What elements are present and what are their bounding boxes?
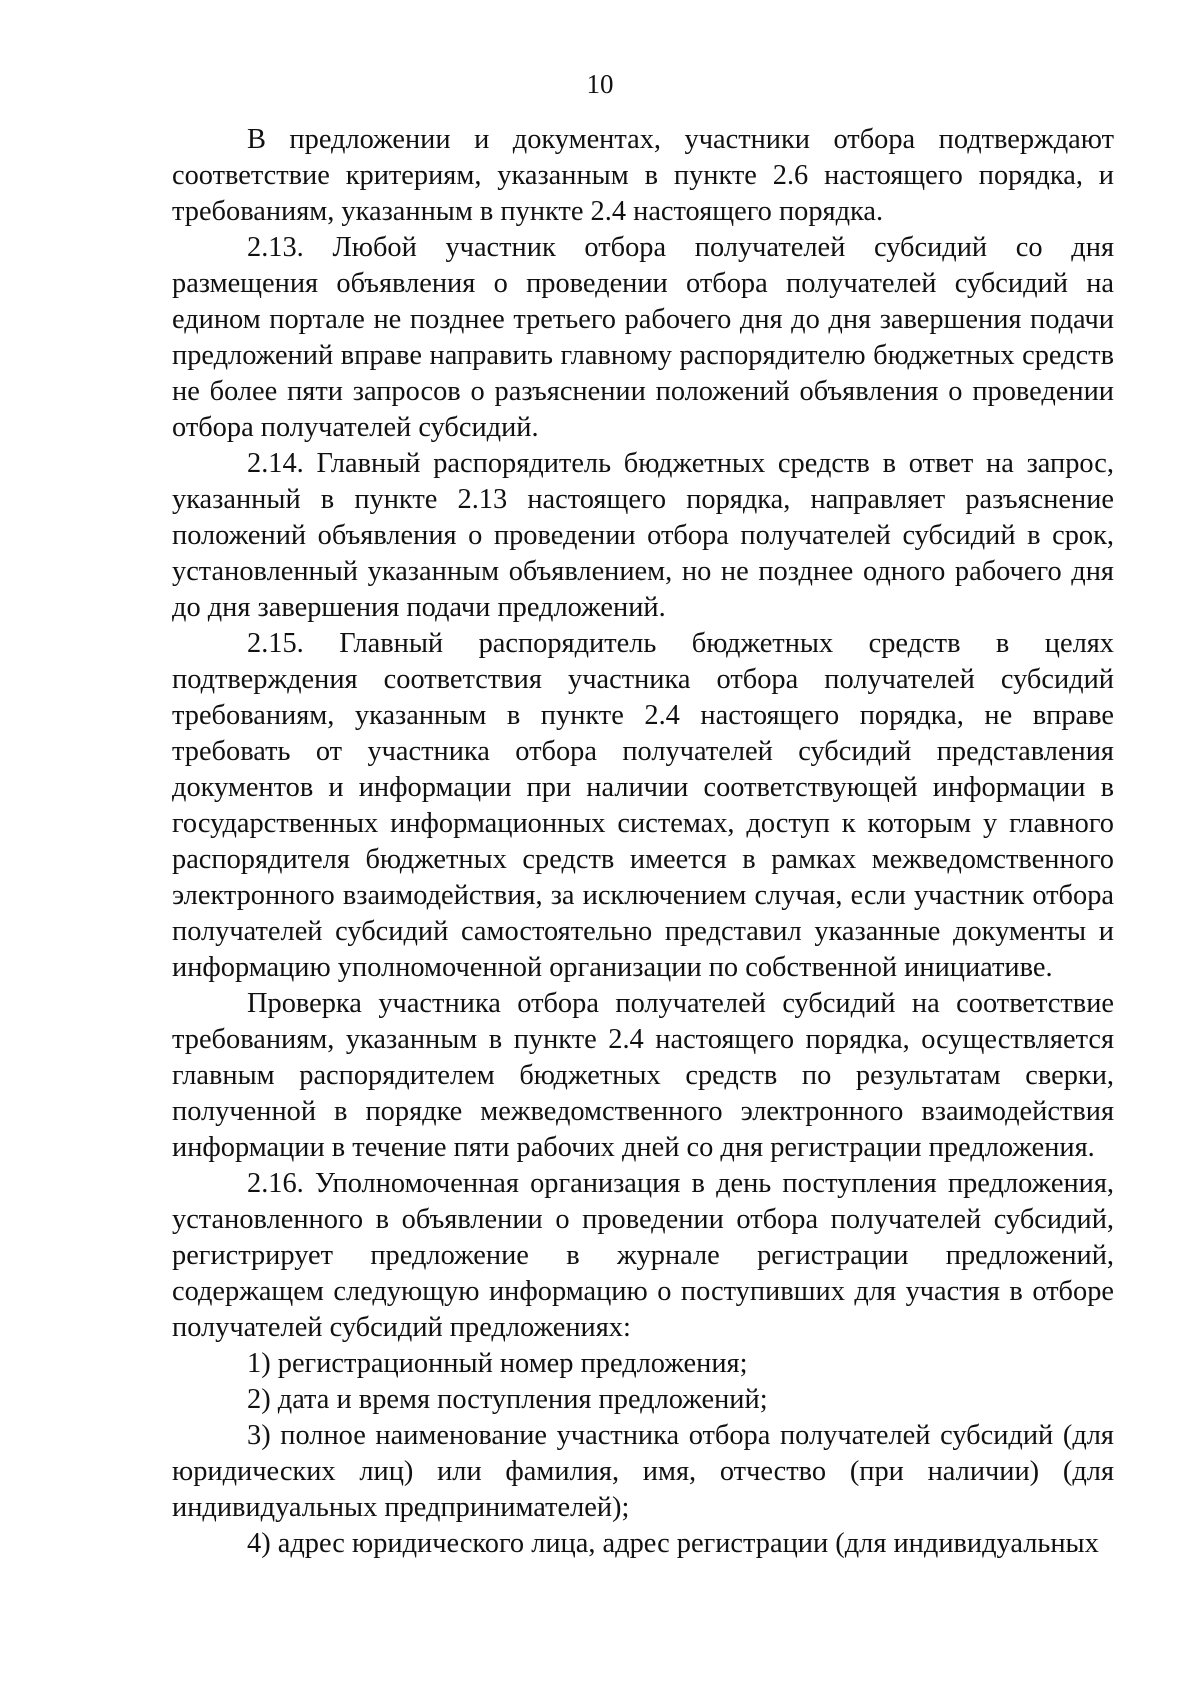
paragraph-2-16: 2.16. Уполномоченная организация в день поступления предложения, установленного в объявлении о проведении отбора получателей субсидий, регистрирует предложение в журнале регистрации предложений, содержащем следующую информацию о поступивших для участия в отборе получателей субсидий предложениях: [172,1168,1114,1343]
page-number: 10 [586,69,614,99]
paragraph-participants-confirm: В предложении и документах, участники отбора подтверждают соответствие критериям, указанным в пункте 2.6 настоящего порядка, и требованиям, указанным в пункте 2.4 настоящего порядка. [172,124,1114,227]
list-item-1: 1) регистрационный номер предложения; [247,1348,748,1379]
document-body [172,122,1114,1562]
paragraph-2-15: 2.15. Главный распорядитель бюджетных средств в целях подтверждения соответствия участника отбора получателей субсидий требованиям, указанным в пункте 2.4 настоящего порядка, не вправе требовать от участника отбора получателей субсидий представления документов и информации при наличии соответствующей информации в государственных информационных системах, доступ к которым у главного распорядителя бюджетных средств имеется в рамках межведомственного электронного взаимодействия, за исключением случая, если участник отбора получателей субсидий самостоятельно представил указанные документы и информацию уполномоченной организации по собственной инициативе. [172,628,1114,983]
paragraph-2-14: 2.14. Главный распорядитель бюджетных средств в ответ на запрос, указанный в пункте 2.13 настоящего порядка, направляет разъяснение положений объявления о проведении отбора получателей субсидий в срок, установленный указанным объявлением, но не позднее одного рабочего дня до дня завершения подачи предложений. [172,448,1114,623]
paragraph-verification: Проверка участника отбора получателей субсидий на соответствие требованиям, указанным в пункте 2.4 настоящего порядка, осуществляется главным распорядителем бюджетных средств по результатам сверки, полученной в порядке межведомственного электронного взаимодействия информации в течение пяти рабочих дней со дня регистрации предложения. [172,988,1114,1163]
list-item-2: 2) дата и время поступления предложений; [247,1384,768,1415]
list-item-3: 3) полное наименование участника отбора получателей субсидий (для юридических лиц) или фамилия, имя, отчество (при наличии) (для индивидуальных предпринимателей); [172,1420,1114,1523]
paragraph-2-13: 2.13. Любой участник отбора получателей субсидий со дня размещения объявления о проведении отбора получателей субсидий на едином портале не позднее третьего рабочего дня до дня завершения подачи предложений вправе направить главному распорядителю бюджетных средств не более пяти запросов о разъяснении положений объявления о проведении отбора получателей субсидий. [172,232,1114,443]
list-item-4: 4) адрес юридического лица, адрес регистрации (для индивидуальных [247,1528,1099,1559]
